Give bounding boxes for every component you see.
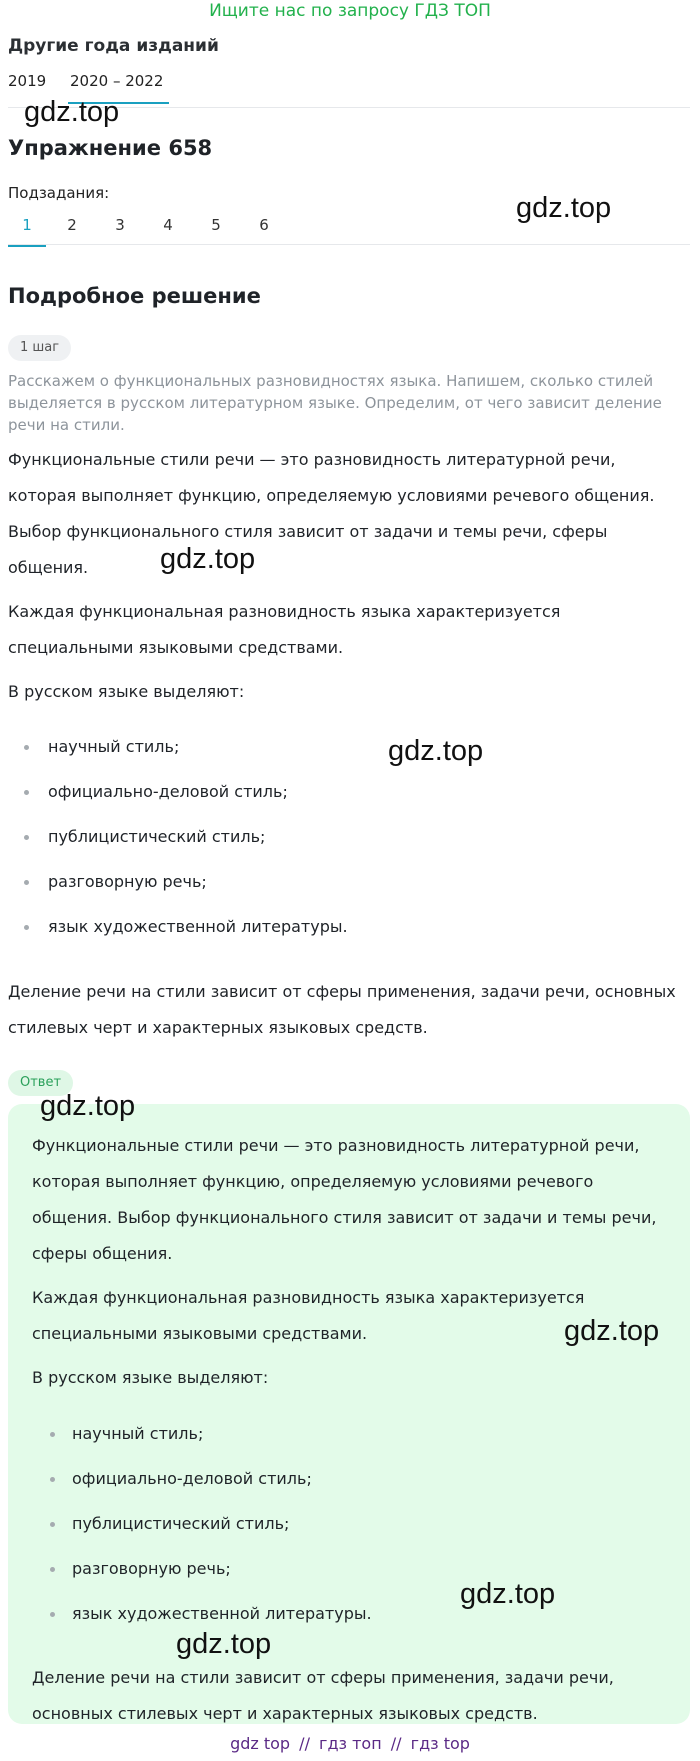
list-item: научный стиль;: [72, 1424, 204, 1443]
list-item: публицистический стиль;: [48, 827, 266, 846]
year-tab-2019[interactable]: 2019: [8, 72, 47, 90]
answer-text-line: которая выполняет функцию, определяемую условиями речевого: [32, 1172, 594, 1191]
footer-links: [0, 1734, 700, 1753]
list-item: разговорную речь;: [72, 1559, 231, 1578]
watermark: gdz.top: [40, 1090, 136, 1122]
solution-text-line: В русском языке выделяют:: [8, 682, 245, 701]
list-item: публицистический стиль;: [72, 1514, 290, 1533]
answer-text-line: Каждая функциональная разновидность языка характеризуется: [32, 1288, 585, 1307]
answer-text-line: общения. Выбор функционального стиля зависит от задачи и темы речи,: [32, 1208, 657, 1227]
exercise-title: Упражнение 658: [8, 136, 213, 160]
footer-separator: //: [390, 1734, 402, 1753]
bullet-dot: [24, 745, 29, 750]
subtask-tab-4[interactable]: 4: [163, 216, 173, 234]
answer-badge: Ответ: [8, 1070, 73, 1096]
divider: [8, 244, 690, 245]
answer-text-line: В русском языке выделяют:: [32, 1368, 269, 1387]
footer-link-gdz-top-ru[interactable]: гдз топ: [319, 1734, 382, 1753]
bullet-dot: [24, 835, 29, 840]
answer-text-line: Деление речи на стили зависит от сферы применения, задачи речи,: [32, 1668, 614, 1687]
watermark: gdz.top: [176, 1628, 272, 1660]
solution-text-line: Деление речи на стили зависит от сферы применения, задачи речи, основных: [8, 982, 676, 1001]
list-item: язык художественной литературы.: [72, 1604, 372, 1623]
list-item: официально-деловой стиль;: [48, 782, 288, 801]
answer-text-line: сферы общения.: [32, 1244, 173, 1263]
bullet-dot: [50, 1477, 55, 1482]
solution-intro: Расскажем о функциональных разновидностях языка. Напишем, сколько стилей выделяется в русском литературном языке. Определим, от чего зависит деление речи на стили.: [8, 372, 662, 434]
watermark: gdz.top: [388, 735, 484, 767]
bullet-dot: [24, 925, 29, 930]
solution-heading: Подробное решение: [8, 284, 261, 308]
list-item: официально-деловой стиль;: [72, 1469, 312, 1488]
answer-text-line: основных стилевых черт и характерных языковых средств.: [32, 1704, 538, 1723]
watermark: gdz.top: [460, 1578, 556, 1610]
subtasks-label: Подзадания:: [8, 184, 110, 202]
bullet-dot: [50, 1612, 55, 1617]
solution-text-line: Функциональные стили речи — это разновидность литературной речи,: [8, 450, 616, 469]
search-banner: Ищите нас по запросу ГДЗ ТОП: [209, 1, 491, 21]
watermark: gdz.top: [516, 192, 612, 224]
solution-text-line: которая выполняет функцию, определяемую условиями речевого общения.: [8, 486, 655, 505]
list-item: язык художественной литературы.: [48, 917, 348, 936]
subtask-tab-5[interactable]: 5: [211, 216, 221, 234]
footer-link-gdz-top[interactable]: gdz top: [230, 1734, 291, 1753]
bullet-dot: [50, 1522, 55, 1527]
subtask-tab-3[interactable]: 3: [115, 216, 125, 234]
watermark: gdz.top: [564, 1315, 660, 1347]
bullet-dot: [24, 790, 29, 795]
answer-text-line: Функциональные стили речи — это разновидность литературной речи,: [32, 1136, 640, 1155]
solution-text-line: Каждая функциональная разновидность языка характеризуется: [8, 602, 561, 621]
step-badge: 1 шаг: [8, 335, 71, 361]
solution-text-line: специальными языковыми средствами.: [8, 638, 344, 657]
answer-text-line: специальными языковыми средствами.: [32, 1324, 368, 1343]
subtask-tab-1[interactable]: 1: [8, 216, 46, 247]
watermark: gdz.top: [160, 543, 256, 575]
list-item: научный стиль;: [48, 737, 180, 756]
solution-text-line: стилевых черт и характерных языковых средств.: [8, 1018, 428, 1037]
watermark: gdz.top: [24, 96, 120, 128]
solution-text-line: Выбор функционального стиля зависит от задачи и темы речи, сферы: [8, 522, 608, 541]
subtask-tab-2[interactable]: 2: [67, 216, 77, 234]
subtask-tab-6[interactable]: 6: [259, 216, 269, 234]
footer-link-gdz-top-mixed[interactable]: гдз top: [410, 1734, 470, 1753]
bullet-dot: [24, 880, 29, 885]
bullet-dot: [50, 1432, 55, 1437]
solution-text-line: общения.: [8, 558, 89, 577]
list-item: разговорную речь;: [48, 872, 207, 891]
bullet-dot: [50, 1567, 55, 1572]
other-years-heading: Другие года изданий: [8, 36, 219, 56]
year-tab-2020-2022[interactable]: 2020 – 2022: [68, 72, 169, 104]
footer-separator: //: [299, 1734, 310, 1753]
